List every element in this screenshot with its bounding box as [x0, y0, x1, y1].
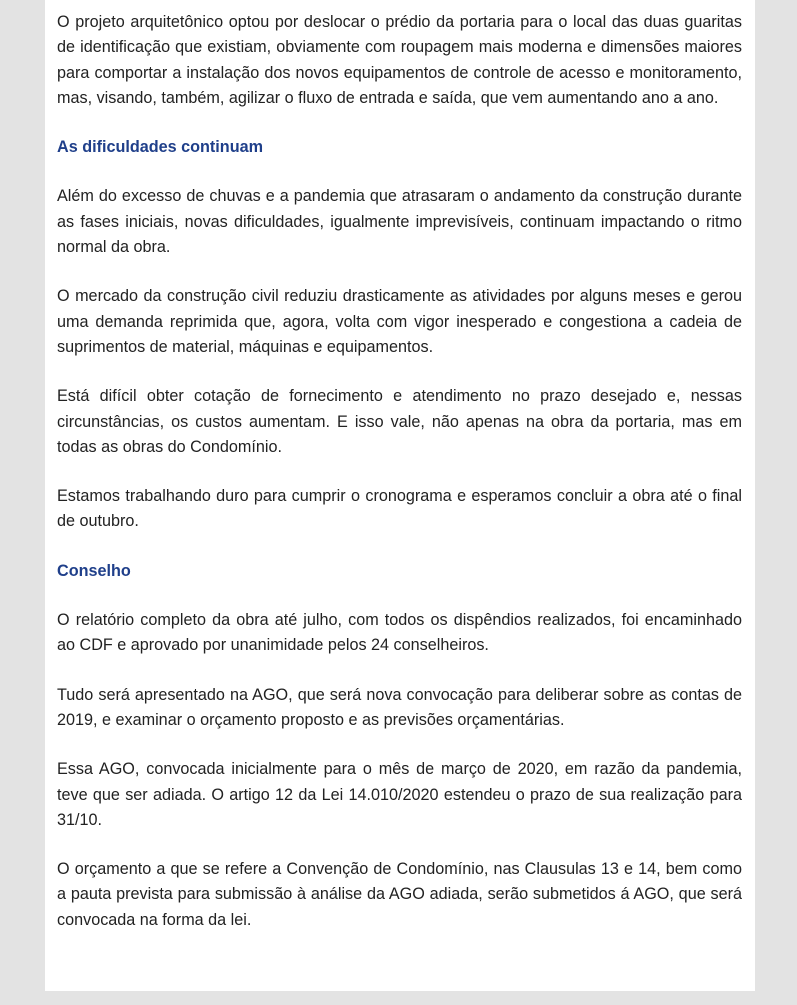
paragraph-mercado: O mercado da construção civil reduziu drasticamente as atividades por alguns meses e gerou uma demanda reprimida que, agora, volta com vigor inesperado e congestiona a cadeia de suprimentos de material, máquinas e equipamentos.	[57, 287, 742, 356]
paragraph-orcamento: O orçamento a que se refere a Convenção de Condomínio, nas Clausulas 13 e 14, bem como a pauta prevista para submissão à análise da AGO adiada, serão submetidos á AGO, que será convocada na forma da lei.	[57, 860, 742, 929]
section-heading-conselho: Conselho	[57, 561, 131, 580]
paragraph-ago: Tudo será apresentado na AGO, que será nova convocação para deliberar sobre as contas de 2019, e examinar o orçamento proposto e as previsões orçamentárias.	[57, 685, 742, 729]
paragraph-projeto: O projeto arquitetônico optou por deslocar o prédio da portaria para o local das duas guaritas de identificação que existiam, obviamente com roupagem mais moderna e dimensões maiores para comportar a instalação dos novos equipamentos de controle de acesso e monitoramento, mas, visando, também, agilizar o fluxo de entrada e saída, que vem aumentando ano a ano.	[57, 13, 742, 107]
article-body	[45, 0, 755, 991]
paragraph-cronograma: Estamos trabalhando duro para cumprir o cronograma e esperamos concluir a obra até o final de outubro.	[57, 487, 742, 531]
paragraph-relatorio: O relatório completo da obra até julho, com todos os dispêndios realizados, foi encaminhado ao CDF e aprovado por unanimidade pelos 24 conselheiros.	[57, 611, 742, 655]
paragraph-ago-adiada: Essa AGO, convocada inicialmente para o mês de março de 2020, em razão da pandemia, teve que ser adiada. O artigo 12 da Lei 14.010/2020 estendeu o prazo de sua realização para 31/10.	[57, 760, 742, 829]
paragraph-chuvas: Além do excesso de chuvas e a pandemia que atrasaram o andamento da construção durante as fases iniciais, novas dificuldades, igualmente imprevisíveis, continuam impactando o ritmo normal da obra.	[57, 187, 742, 257]
paragraph-cotacao: Está difícil obter cotação de fornecimento e atendimento no prazo desejado e, nessas circunstâncias, os custos aumentam. E isso vale, não apenas na obra da portaria, mas em todas as obras do Condomínio.	[57, 387, 742, 456]
section-heading-dificuldades: As dificuldades continuam	[57, 138, 263, 157]
